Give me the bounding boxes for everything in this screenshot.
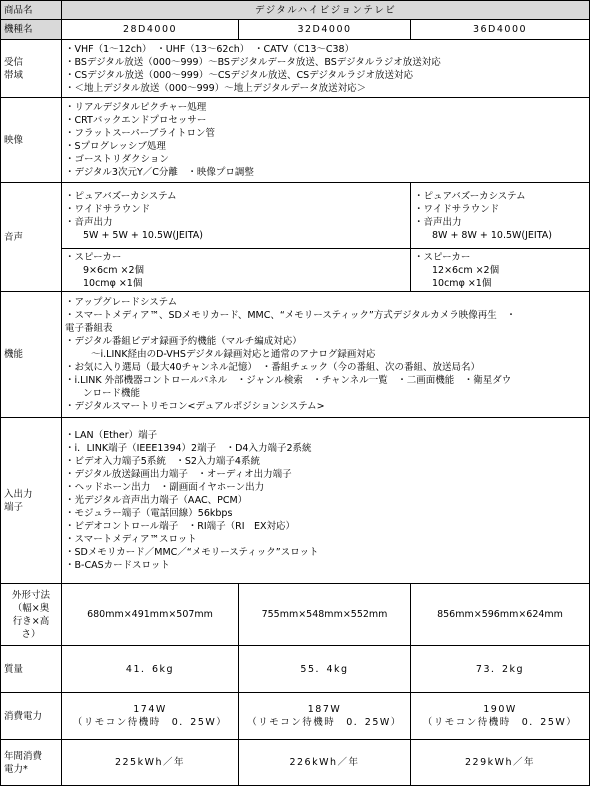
audio-left-speaker-title: ・スピーカー [65,251,122,263]
io-line: ・i．LINK端子（IEEE1394）2端子 ・D4入力端子2系統 [65,443,312,454]
reception-line: ・CSデジタル放送（000～999）～CSデジタル放送、CSデジタルラジオ放送対応 [65,69,414,81]
picture-line: ・CRTバックエンドプロセッサー [65,115,207,126]
picture-line: ・Sプログレッシブ処理 [65,141,166,152]
audio-right-feature: ・ワイドサラウンド [414,203,500,215]
power-standby: （リモコン待機時 0．25W） [247,717,402,728]
dimensions-row [1,584,590,646]
io-line: ・ビデオコントロール端子 ・RI端子（RI EX対応） [65,521,296,532]
annual-row [1,740,590,786]
model-row [1,20,590,40]
reception-line: ・＜地上デジタル放送（000～999）～地上デジタルデータ放送対応＞ [65,82,367,94]
audio-right-speaker-spec: 10cmφ ×1個 [432,277,492,289]
functions-line: ・デジタルスマートリモコン<デュアルポジションシステム> [65,401,325,412]
audio-right-output: 8W + 8W + 10.5W(JEITA) [432,229,553,241]
annual-label: 年間消費 電力* [1,740,62,786]
functions-row [1,292,590,418]
picture-line: ・ゴーストリダクション [65,154,169,165]
power-value: 190W [483,704,517,715]
io-line: ・光デジタル音声出力端子（AAC、PCM） [65,495,248,506]
functions-line: ・お気に入り選局（最大40チャンネル記憶） ・番組チェック（今の番組、次の番組、放送局名） [65,362,480,373]
power-value: 174W [133,704,167,715]
audio-left-top [62,183,411,249]
audio-right-feature: ・ピュアバズーカシステム [414,190,526,202]
functions-line: ンロード機能 [83,388,141,399]
io-cell [62,418,590,584]
model-label: 機種名 [1,20,62,40]
reception-cell [62,40,590,98]
power-standby: （リモコン待機時 0．25W） [422,717,578,728]
functions-line: ・スマートメディア™、SDメモリカード、MMC、“メモリースティック”方式デジタルカメラ映像再生 ・ [65,310,516,321]
power-row [1,693,590,740]
annual-36: 229kWh／年 [411,740,590,786]
audio-left-speaker-spec: 9×6cm ×2個 [83,264,145,276]
audio-right-speaker-title: ・スピーカー [414,251,471,263]
functions-label: 機能 [1,292,62,418]
dimensions-36: 856mm×596mm×624mm [411,584,590,646]
audio-left-feature: ・音声出力 [65,216,113,228]
functions-line: ・アップグレードシステム [65,297,178,308]
functions-cell [62,292,590,418]
audio-left-feature: ・ワイドサラウンド [65,203,151,215]
power-36 [411,693,590,740]
dimensions-label: 外形寸法 （幅×奥 行き×高 さ） [1,584,62,646]
picture-line: ・リアルデジタルピクチャー処理 [65,102,207,113]
io-line: ・LAN（Ether）端子 [65,430,158,441]
dimensions-28: 680mm×491mm×507mm [62,584,239,646]
io-row [1,418,590,584]
weight-36: 73．2kg [411,646,590,693]
picture-cell [62,98,590,183]
io-line: ・ビデオ入力端子5系統 ・S2入力端子4系統 [65,456,260,467]
functions-line: ～i.LINK経由のD-VHSデジタル録画対応と通常のアナログ録画対応 [91,349,376,360]
model-32: 32D4000 [239,20,411,40]
picture-line: ・デジタル3次元Y／C分離 ・映像プロ調整 [65,167,254,178]
weight-row [1,646,590,693]
power-label: 消費電力 [1,693,62,740]
annual-32: 226kWh／年 [239,740,411,786]
reception-row [1,40,590,98]
model-28: 28D4000 [62,20,239,40]
audio-right-top [411,183,590,249]
audio-label: 音声 [1,183,62,292]
picture-line: ・フラットスーパーブライトロン管 [65,128,216,139]
product-name-row [1,1,590,20]
power-standby: （リモコン待機時 0．25W） [72,717,228,728]
dimensions-32: 755mm×548mm×552mm [239,584,411,646]
annual-28: 225kWh／年 [62,740,239,786]
weight-32: 55．4kg [239,646,411,693]
io-line: ・ヘッドホーン出力 ・副画面イヤホーン出力 [65,482,265,493]
reception-line: ・BSデジタル放送（000～999）～BSデジタルデータ放送、BSデジタルラジオ放送対応 [65,56,441,68]
functions-line: ・デジタル番組ビデオ録画予約機能（マルチ編成対応） [65,336,302,347]
power-value: 187W [307,704,342,715]
io-line: ・B-CASカードスロット [65,560,170,571]
weight-28: 41．6kg [62,646,239,693]
audio-right-feature: ・音声出力 [414,216,462,228]
io-line: ・デジタル放送録画出力端子 ・オーディオ出力端子 [65,469,292,480]
functions-line: 電子番組表 [65,323,113,334]
weight-label: 質量 [1,646,62,693]
audio-left-speaker [62,249,411,292]
audio-left-output: 5W + 5W + 10.5W(JEITA) [83,229,204,241]
io-line: ・SDメモリカード／MMC／“メモリースティック”スロット [65,547,319,558]
audio-right-speaker [411,249,590,292]
audio-row-top [1,183,590,249]
power-32 [239,693,411,740]
io-line: ・スマートメディア™スロット [65,534,197,545]
io-label: 入出力 端子 [1,418,62,584]
picture-row [1,98,590,183]
audio-left-speaker-spec: 10cmφ ×1個 [83,277,143,289]
power-28 [62,693,239,740]
picture-label: 映像 [1,98,62,183]
audio-row-speaker [1,249,590,292]
reception-line: ・VHF（1～12ch） ・UHF（13～62ch） ・CATV（C13～C38） [65,43,355,55]
audio-left-feature: ・ピュアバズーカシステム [65,190,177,202]
model-36: 36D4000 [411,20,590,40]
functions-line: ・i.LINK 外部機器コントロールパネル ・ジャンル検索 ・チャンネル一覧 ・二画面機能 ・衛星ダウ [65,375,512,386]
product-name-value: デジタルハイビジョンテレビ [62,1,590,20]
io-line: ・モジュラー端子（電話回線）56kbps [65,508,233,519]
audio-right-speaker-spec: 12×6cm ×2個 [432,264,500,276]
reception-label: 受信 帯域 [1,40,62,98]
product-name-label: 商品名 [1,1,62,20]
